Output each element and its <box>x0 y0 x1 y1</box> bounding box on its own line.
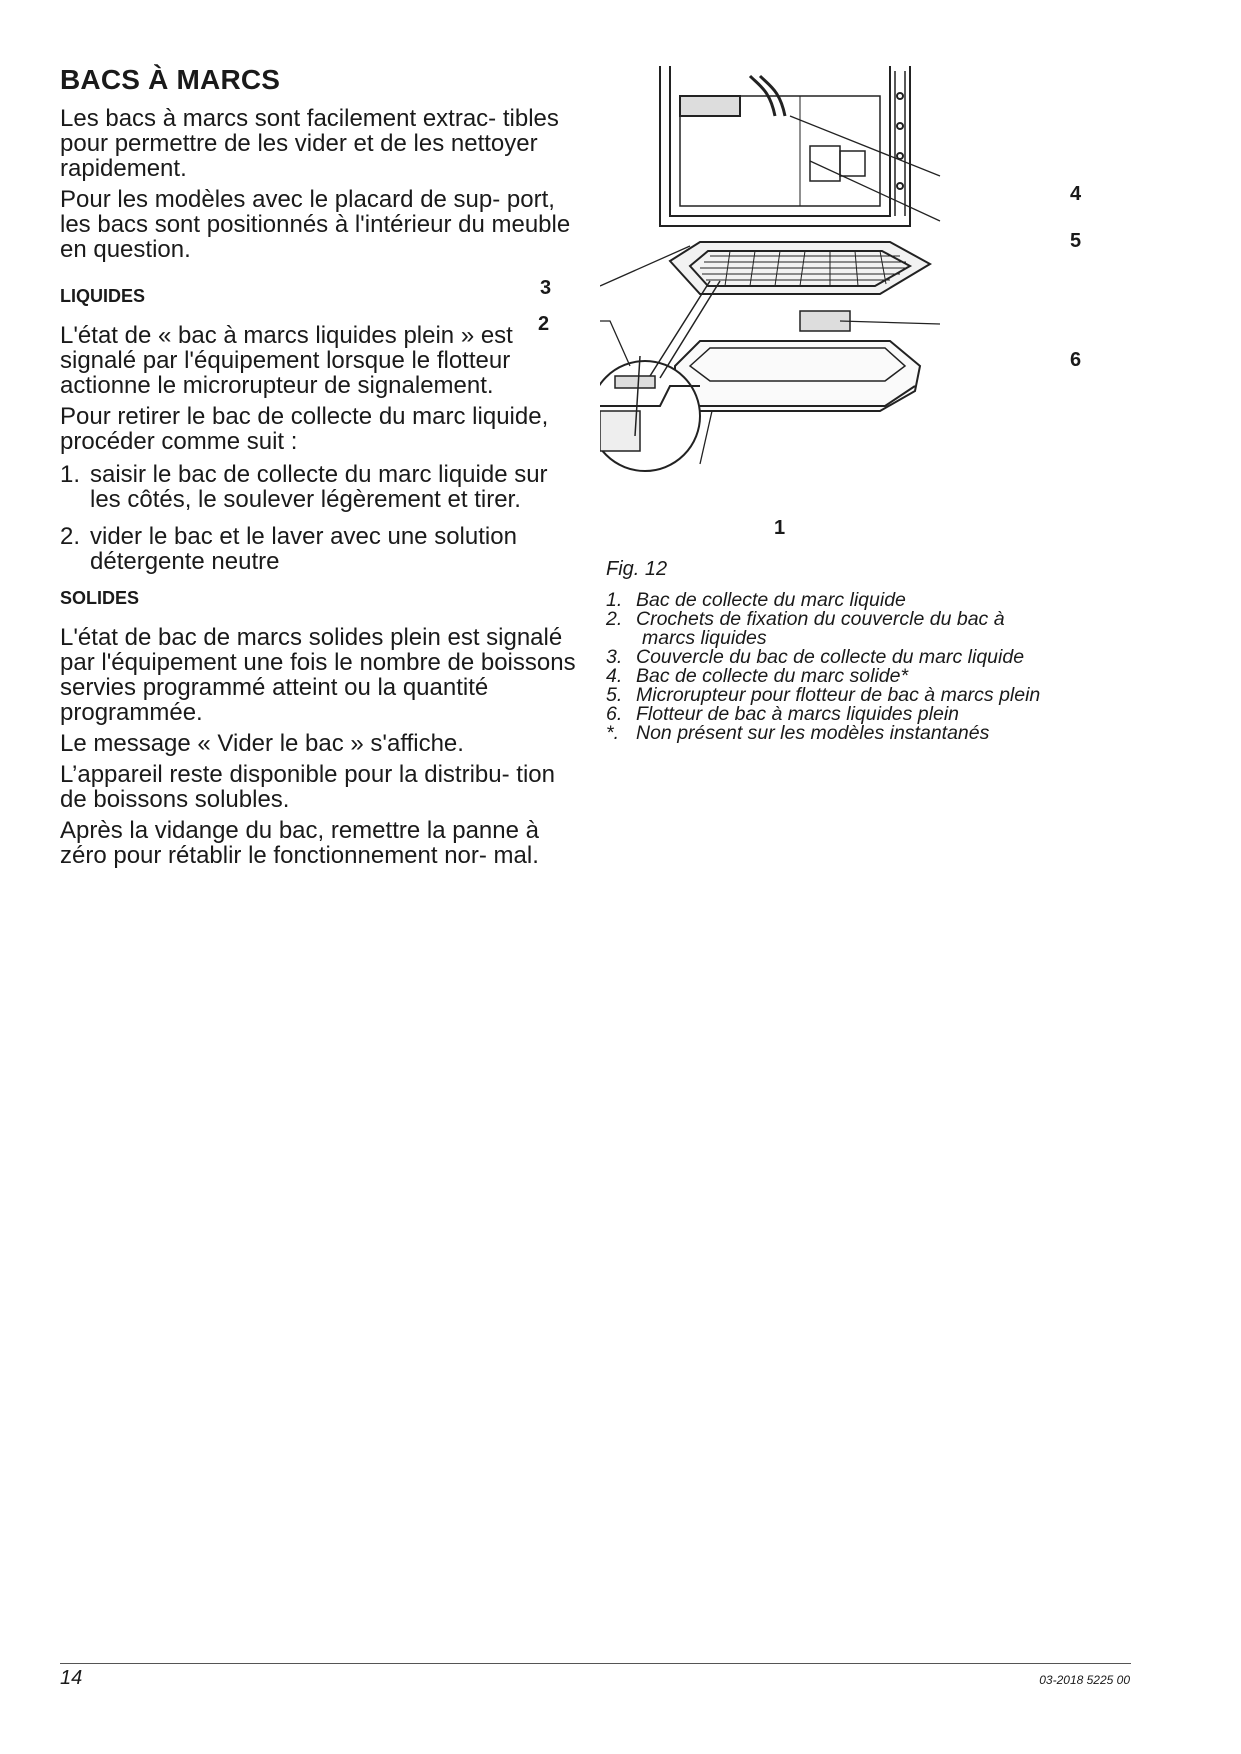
intro-paragraph: Les bacs à marcs sont facilement extrac- tibles pour permettre de les vider et de les nettoyer rapidement. <box>60 105 559 182</box>
legend-text: Bac de collecte du marc liquide <box>636 589 906 611</box>
solides-paragraph: Le message « Vider le bac » s'affiche. <box>60 730 464 757</box>
legend-number: 5. <box>606 684 623 706</box>
callout-4: 4 <box>1070 183 1082 205</box>
legend-number: 4. <box>606 665 623 687</box>
figure-label: Fig. 12 <box>606 558 668 580</box>
callout-layer <box>538 66 1160 556</box>
legend-text: Flotteur de bac à marcs liquides plein <box>636 703 959 725</box>
callout-1: 1 <box>774 517 786 539</box>
legend-number: 6. <box>606 703 623 725</box>
section-title: BACS À MARCS <box>60 64 281 95</box>
legend-text: Bac de collecte du marc solide* <box>636 665 909 687</box>
step-text: saisir le bac de collecte du marc liquide sur les côtés, le soulever légèrement et tirer. <box>90 461 548 513</box>
callout-6: 6 <box>1070 349 1082 371</box>
liquides-paragraph: Pour retirer le bac de collecte du marc liquide, procéder comme suit : <box>60 403 549 455</box>
text-column <box>60 64 580 874</box>
intro-paragraph: Pour les modèles avec le placard de sup- port, les bacs sont positionnés à l'intérieur du meuble en question. <box>60 186 571 263</box>
step-number: 1. <box>60 461 81 488</box>
figure-legend <box>606 591 1126 743</box>
legend-text: Couvercle du bac de collecte du marc liquide <box>636 646 1025 668</box>
callout-2: 2 <box>538 313 550 335</box>
liquides-heading: LIQUIDES <box>60 286 146 306</box>
step-text: vider le bac et le laver avec une solution détergente neutre <box>90 523 517 575</box>
figure-caption <box>606 558 1126 743</box>
solides-paragraph: L’appareil reste disponible pour la distribu- tion de boissons solubles. <box>60 761 555 813</box>
legend-text: Crochets de fixation du couvercle du bac à <box>636 608 1005 630</box>
legend-number: 1. <box>606 589 623 611</box>
legend-text: Microrupteur pour flotteur de bac à marcs plein <box>636 684 1041 706</box>
procedure-step <box>60 524 580 574</box>
procedure-step <box>60 462 580 512</box>
legend-text: marcs liquides <box>642 627 767 649</box>
liquides-paragraph: L'état de « bac à marcs liquides plein » est signalé par l'équipement lorsque le flotteur actionne le microrupteur de signalement. <box>60 322 513 399</box>
document-code: 03-2018 5225 00 <box>1039 1673 1130 1687</box>
legend-item <box>606 724 1126 743</box>
solides-heading: SOLIDES <box>60 588 140 608</box>
callout-5: 5 <box>1070 230 1082 252</box>
footer-divider <box>60 1663 1131 1664</box>
solides-paragraph: Après la vidange du bac, remettre la panne à zéro pour rétablir le fonctionnement nor- mal. <box>60 817 539 869</box>
legend-number: 3. <box>606 646 623 668</box>
page-number: 14 <box>60 1667 83 1689</box>
solides-paragraph: L'état de bac de marcs solides plein est signalé par l'équipement une fois le nombre de boissons servies programmé atteint ou la quantité programmée. <box>60 624 576 726</box>
legend-text: Non présent sur les modèles instantanés <box>636 722 990 744</box>
legend-number: *. <box>606 722 620 744</box>
callout-3: 3 <box>540 277 552 299</box>
procedure-steps <box>60 462 580 574</box>
legend-number: 2. <box>606 608 623 630</box>
step-number: 2. <box>60 523 81 550</box>
